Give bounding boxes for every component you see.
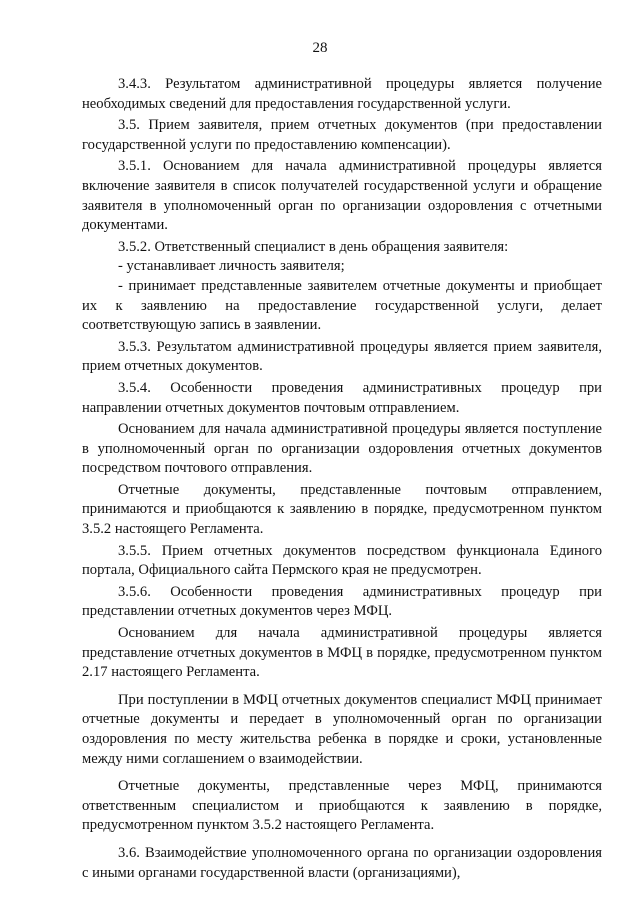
list-item-identity: - устанавливает личность заявителя; bbox=[118, 258, 345, 275]
paragraph-mfc-acceptance: Отчетные документы, представленные через МФЦ, принимаются ответственным специалистом и приобщаются к заявлению в порядке, предусмотренном пунктом 3.5.2 настоящего Регламента. bbox=[82, 778, 602, 834]
document-body bbox=[82, 75, 602, 883]
paragraph-postal-basis: Основанием для начала административной процедуры является поступление в уполномоченный орган по организации оздоровления отчетных документов посредством почтового отправления. bbox=[82, 421, 602, 477]
paragraph-3-6: 3.6. Взаимодействие уполномоченного органа по организации оздоровления с иными органами государственной власти (организациями), bbox=[82, 844, 602, 881]
paragraph-3-5: 3.5. Прием заявителя, прием отчетных документов (при предоставлении государственной услуги по предоставлению компенсации). bbox=[82, 117, 602, 153]
paragraph-3-5-3: 3.5.3. Результатом административной процедуры является прием заявителя, прием отчетных документов. bbox=[82, 338, 602, 375]
list-item-accept-documents: - принимает представленные заявителем отчетные документы и приобщает их к заявлению на предоставление государственной услуги, делает соответствующую запись в заявлении. bbox=[82, 277, 602, 334]
paragraph-3-5-1: 3.5.1. Основанием для начала административной процедуры является включение заявителя в список получателей государственной услуги и обращение заявителя в уполномоченный орган по организации оздоровления с отчетными документами. bbox=[82, 158, 602, 234]
paragraph-3-5-2: 3.5.2. Ответственный специалист в день обращения заявителя: bbox=[118, 238, 509, 255]
paragraph-mfc-receipt: При поступлении в МФЦ отчетных документов специалист МФЦ принимает отчетные документы и передает в уполномоченный орган по организации оздоровления по месту жительства ребенка в порядке и сроки, установленные между ними соглашением о взаимодействии. bbox=[82, 691, 602, 767]
paragraph-3-4-3: 3.4.3. Результатом административной процедуры является получение необходимых сведений для предоставления государственной услуги. bbox=[82, 76, 602, 112]
paragraph-3-5-4: 3.5.4. Особенности проведения административных процедур при направлении отчетных документов почтовым отправлением. bbox=[82, 379, 602, 416]
paragraph-mfc-basis: Основанием для начала административной процедуры является представление отчетных документов в МФЦ в порядке, предусмотренном пунктом 2.17 настоящего Регламента. bbox=[82, 625, 602, 681]
paragraph-postal-acceptance: Отчетные документы, представленные почтовым отправлением, принимаются и приобщаются к заявлению в порядке, предусмотренном пунктом 3.5.2 настоящего Регламента. bbox=[82, 481, 602, 538]
paragraph-3-5-5: 3.5.5. Прием отчетных документов посредством функционала Единого портала, Официального сайта Пермского края не предусмотрен. bbox=[82, 542, 602, 579]
page-number: 28 bbox=[312, 40, 328, 56]
paragraph-3-5-6: 3.5.6. Особенности проведения административных процедур при представлении отчетных документов через МФЦ. bbox=[82, 583, 602, 620]
